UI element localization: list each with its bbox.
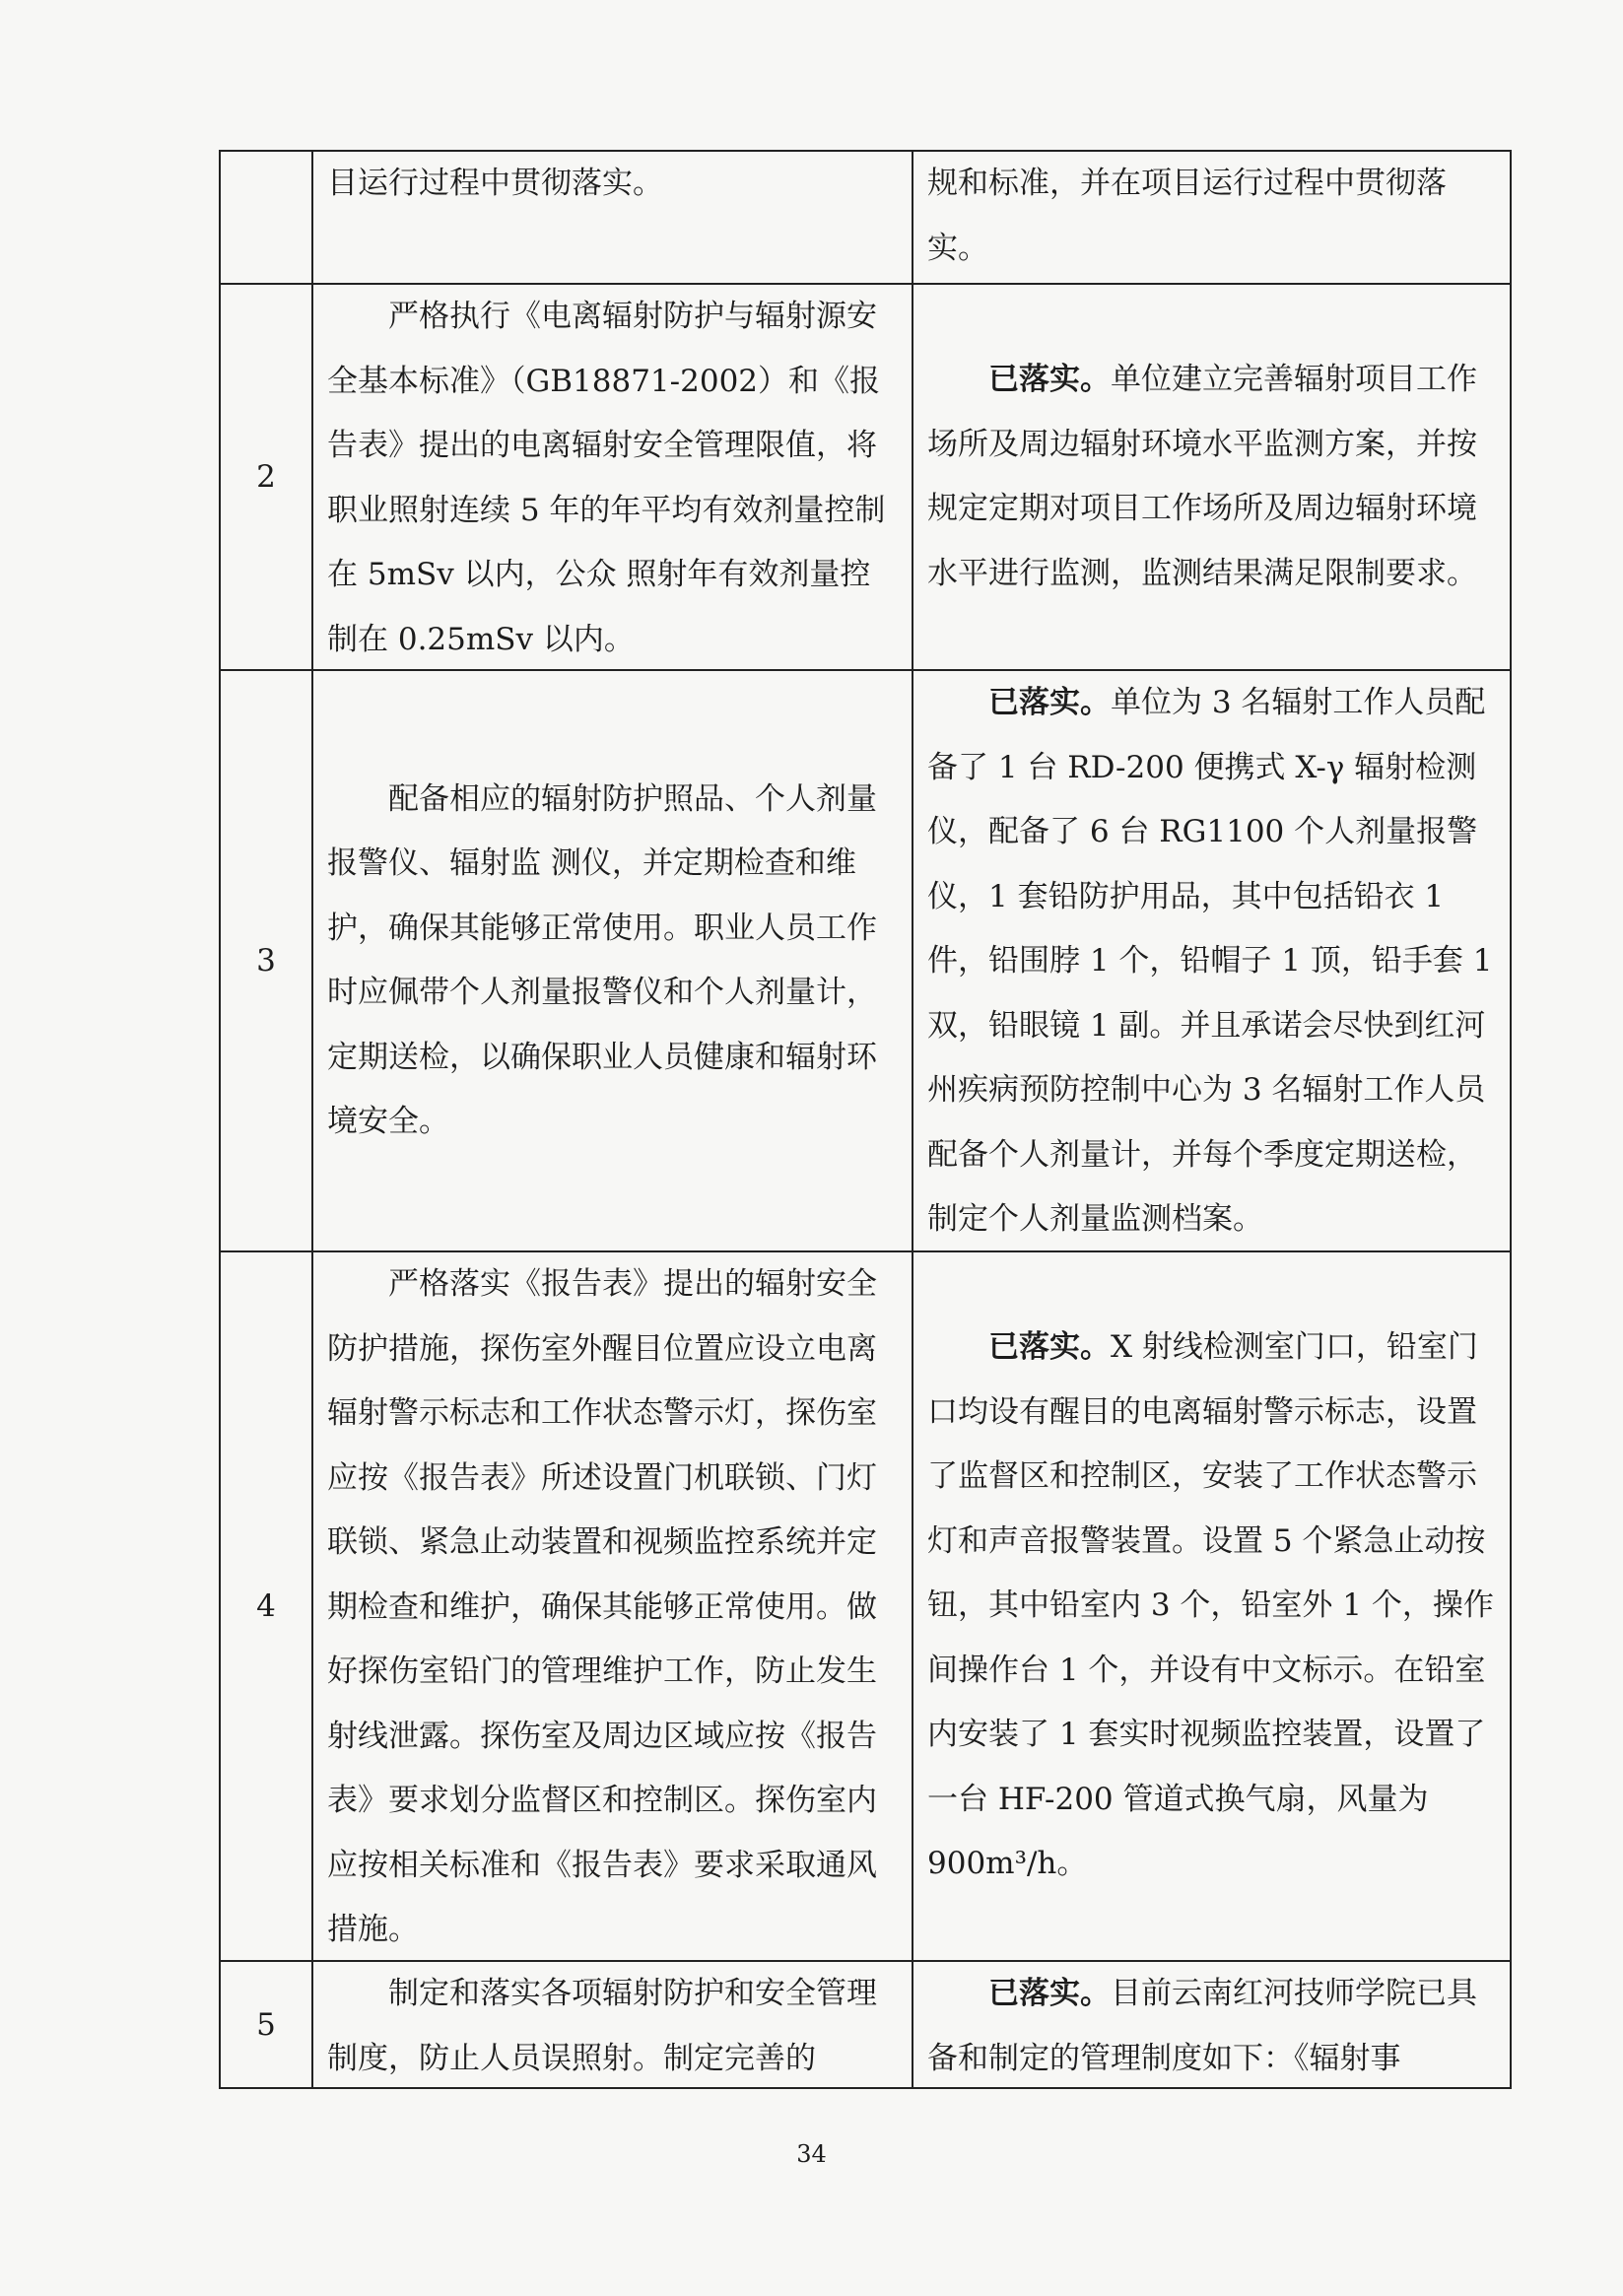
result-detail: 单位为 3 名辐射工作人员配备了 1 台 RD-200 便携式 X-γ 辐射检测仪，配备了 6 台 RG1100 个人剂量报警仪，1 套铅防护用品，其中包括铅衣 1 件，铅围脖 1 个，铅帽子 1 顶，铅手套 1 双，铅眼镜 1 副。并且承诺会尽快到红河州疾病预防控制中心为 3 名辐射工作人员配备个人剂量计，并每个季度定期送检，制定个人剂量监测档案。 bbox=[927, 685, 1493, 1237]
result-status: 已落实。 bbox=[988, 1329, 1111, 1366]
requirement-cell bbox=[313, 1252, 913, 1960]
requirement-cell bbox=[313, 152, 913, 283]
compliance-table bbox=[219, 150, 1512, 2089]
row-number: 5 bbox=[221, 1962, 313, 2087]
result-detail: 单位建立完善辐射项目工作场所及周边辐射环境水平监测方案，并按规定定期对项目工作场所及周边辐射环境水平进行监测，监测结果满足限制要求。 bbox=[927, 362, 1477, 591]
result-cell bbox=[913, 1962, 1510, 2087]
result-text bbox=[927, 348, 1496, 606]
table-row bbox=[221, 1250, 1510, 1960]
table-row bbox=[221, 152, 1510, 283]
result-cell bbox=[913, 671, 1510, 1250]
result-status: 已落实。 bbox=[988, 362, 1111, 397]
result-cell bbox=[913, 152, 1510, 283]
requirement-cell bbox=[313, 671, 913, 1250]
result-cell bbox=[913, 285, 1510, 669]
requirement-cell bbox=[313, 285, 913, 669]
requirement-text: 制定和落实各项辐射防护和安全管理制度，防止人员误照射。制定完善的 bbox=[327, 1976, 877, 2076]
row-number: 3 bbox=[221, 671, 313, 1250]
result-detail: X 射线检测室门口，铅室门口均设有醒目的电离辐射警示标志，设置了监督区和控制区，安装了工作状态警示灯和声音报警装置。设置 5 个紧急止动按钮，其中铅室内 3 个，铅室外 1 个，操作间操作台 1 个，并设有中文标示。在铅室内安装了 1 套实时视频监控装置，设置了一台 HF-200 管道式换气扇，风量为 900m³/h。 bbox=[927, 1329, 1494, 1882]
table-row bbox=[221, 669, 1510, 1250]
result-text bbox=[927, 1316, 1496, 1897]
row-number bbox=[221, 152, 313, 283]
table-row bbox=[221, 283, 1510, 669]
result-status: 已落实。 bbox=[988, 1976, 1111, 2011]
requirement-text: 配备相应的辐射防护照品、个人剂量报警仪、辐射监 测仪，并定期检查和维护，确保其能够正常使用。职业人员工作时应佩带个人剂量报警仪和个人剂量计，定期送检，以确保职业人员健康和辐射环境安全。 bbox=[327, 780, 877, 1139]
result-text: 规和标准，并在项目运行过程中贯彻落实。 bbox=[927, 166, 1447, 266]
requirement-text: 目运行过程中贯彻落实。 bbox=[327, 166, 663, 201]
requirement-text: 严格执行《电离辐射防护与辐射源安全基本标准》（GB18871-2002）和《报告表》提出的电离辐射安全管理限值，将职业照射连续 5 年的年平均有效剂量控制在 5mSv 以内，公众 照射年有效剂量控制在 0.25mSv 以内。 bbox=[327, 299, 886, 657]
result-text bbox=[927, 1962, 1496, 2087]
result-text bbox=[927, 671, 1496, 1250]
table-row bbox=[221, 1960, 1510, 2087]
result-status: 已落实。 bbox=[988, 685, 1111, 720]
result-cell bbox=[913, 1252, 1510, 1960]
result-detail: 目前云南红河技师学院已具备和制定的管理制度如下：《辐射事 bbox=[927, 1976, 1477, 2076]
requirement-cell bbox=[313, 1962, 913, 2087]
row-number: 4 bbox=[221, 1252, 313, 1960]
page-number: 34 bbox=[796, 2140, 827, 2168]
row-number: 2 bbox=[221, 285, 313, 669]
requirement-text: 严格落实《报告表》提出的辐射安全防护措施，探伤室外醒目位置应设立电离辐射警示标志和工作状态警示灯，探伤室应按《报告表》所述设置门机联锁、门灯联锁、紧急止动装置和视频监控系统并定期检查和维护，确保其能够正常使用。做好探伤室铅门的管理维护工作，防止发生射线泄露。探伤室及周边区域应按《报告表》要求划分监督区和控制区。探伤室内应按相关标准和《报告表》要求采取通风措施。 bbox=[327, 1266, 877, 1947]
